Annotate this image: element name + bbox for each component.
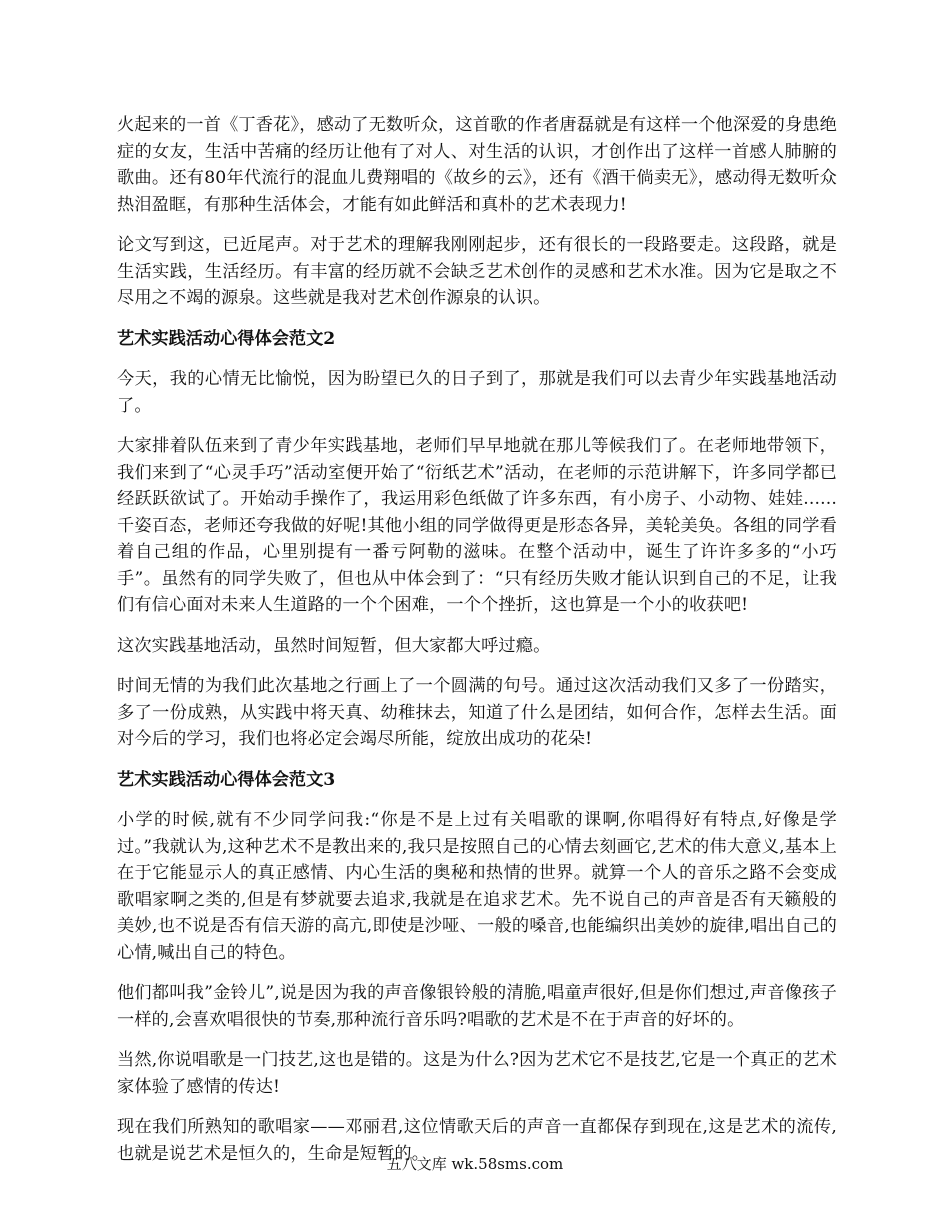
paragraph: 时间无情的为我们此次基地之行画上了一个圆满的句号。通过这次活动我们又多了一份踏实，多了一份成熟，从实践中将天真、幼稚抹去，知道了什么是团结，如何合作，怎样去生活。面对今后的学习，我们也将必定会竭尽所能，绽放出成功的花朵!: [117, 676, 837, 749]
paragraph: 当然,你说唱歌是一门技艺,这也是错的。这是为什么?因为艺术它不是技艺,它是一个真正的艺术家体验了感情的传达!: [117, 1050, 837, 1097]
document-body: [117, 112, 837, 1181]
paragraph: 小学的时候,就有不少同学问我:“你是不是上过有关唱歌的课啊,你唱得好有特点,好像是学过。”我就认为,这种艺术不是教出来的,我只是按照自己的心情去刻画它,艺术的伟大意义,基本上在于它能显示人的真正感情、内心生活的奥秘和热情的世界。就算一个人的音乐之路不会变成歌唱家啊之类的,但是有梦就要去追求,我就是在追求艺术。先不说自己的声音是否有天籁般的美妙,也不说是否有信天游的高亢,即使是沙哑、一般的嗓音,也能编织出美妙的旋律,唱出自己的心情,喊出自己的特色。: [117, 810, 837, 963]
paragraph: 火起来的一首《丁香花》，感动了无数听众，这首歌的作者唐磊就是有这样一个他深爱的身患绝症的女友，生活中苦痛的经历让他有了对人、对生活的认识，才创作出了这样一首感人肺腑的歌曲。还有80年代流行的混血儿费翔唱的《故乡的云》，还有《酒干倘卖无》，感动得无数听众热泪盈眶，有那种生活体会，才能有如此鲜活和真朴的艺术表现力!: [117, 115, 837, 215]
paragraph: 论文写到这，已近尾声。对于艺术的理解我刚刚起步，还有很长的一段路要走。这段路，就是生活实践，生活经历。有丰富的经历就不会缺乏艺术创作的灵感和艺术水准。因为它是取之不尽用之不竭的源泉。这些就是我对艺术创作源泉的认识。: [117, 235, 837, 308]
section-heading: 艺术实践活动心得体会范文3: [117, 769, 336, 790]
paragraph: 现在我们所熟知的歌唱家——邓丽君,这位情歌天后的声音一直都保存到现在,这是艺术的流传,也就是说艺术是恒久的，生命是短暂的。: [117, 1117, 837, 1164]
paragraph: 这次实践基地活动，虽然时间短暂，但大家都大呼过瘾。: [117, 635, 551, 656]
paragraph: 大家排着队伍来到了青少年实践基地，老师们早早地就在那儿等候我们了。在老师地带领下，我们来到了“心灵手巧”活动室便开始了“衍纸艺术”活动，在老师的示范讲解下，许多同学都已经跃跃欲试了。开始动手操作了，我运用彩色纸做了许多东西，有小房子、小动物、娃娃......千姿百态，老师还夸我做的好呢!其他小组的同学做得更是形态各异，美轮美奂。各组的同学看着自己组的作品，心里别提有一番亏阿勒的滋味。在整个活动中，诞生了许许多多的“小巧手”。虽然有的同学失败了，但也从中体会到了：“只有经历失败才能认识到自己的不足，让我们有信心面对未来人生道路的一个个困难，一个个挫折，这也算是一个小的收获吧!: [117, 436, 837, 615]
section-heading: 艺术实践活动心得体会范文2: [117, 328, 336, 349]
paragraph: 他们都叫我”金铃儿”,说是因为我的声音像银铃般的清脆,唱童声很好,但是你们想过,声音像孩子一样的,会喜欢唱很快的节奏,那种流行音乐吗?唱歌的艺术是不在于声音的好坏的。: [117, 983, 837, 1030]
page-footer: 五八文库 wk.58sms.com: [386, 1155, 564, 1173]
paragraph: 今天，我的心情无比愉悦，因为盼望已久的日子到了，那就是我们可以去青少年实践基地活动了。: [117, 369, 837, 416]
